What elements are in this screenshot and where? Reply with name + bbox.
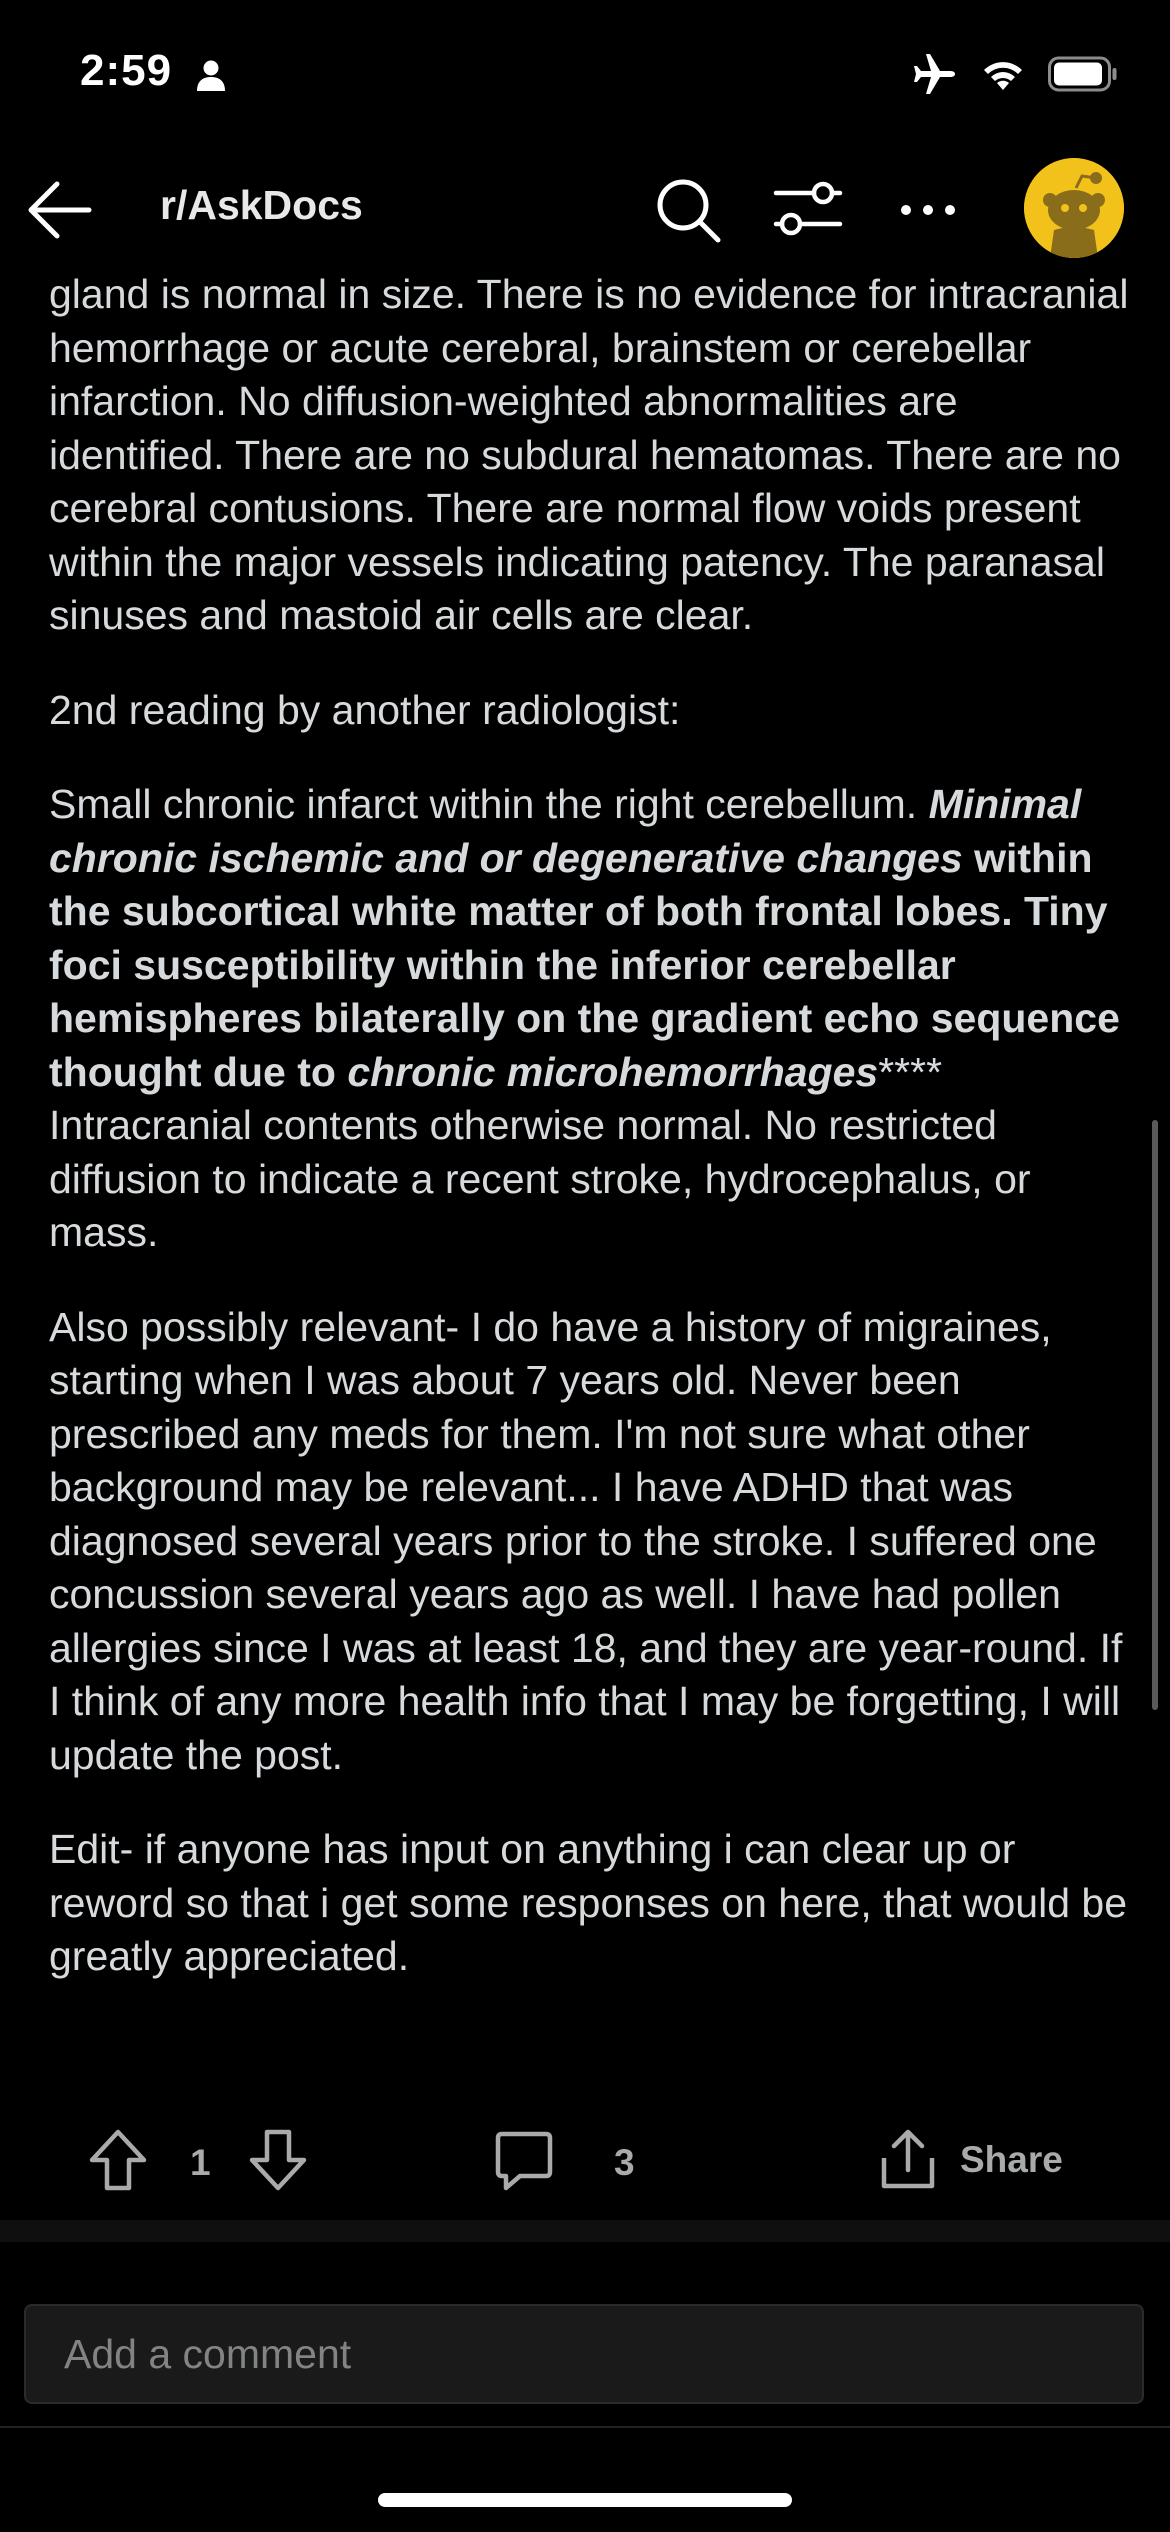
section-divider [0,2220,1170,2242]
more-icon [896,200,960,220]
findings-bold-body: within the subcortical white matter of both frontal lobes. Tiny foci susceptibility within the inferior cerebellar hemispheres bilaterally on the gradient echo sequence thought due to [49,834,1120,1095]
person-icon [194,58,228,92]
upvote-button[interactable] [88,2128,148,2192]
post-paragraph: 2nd reading by another radiologist: [49,686,681,733]
sliders-icon [772,180,844,240]
bottom-divider [0,2426,1170,2428]
findings-rest-text: Intracranial contents otherwise normal. No restricted diffusion to indicate a recent stroke, hydrocephalus, or mass. [49,1102,1031,1255]
findings-italic-text-2: chronic microhemorrhages [347,1048,879,1095]
upvote-arrow-icon [88,2128,148,2192]
comment-bubble-icon [494,2130,554,2192]
status-time: 2:59 [80,46,173,95]
findings-asterisks: **** [878,1048,943,1095]
post-paragraph: Also possibly relevant- I do have a history of migraines, starting when I was about 7 years old. Never been prescribed any meds for them. I'm not sure what other background may be relevant... I have ADHD that was diagnosed several years prior to the stroke. I suffered one concussion several years ago as well. I have had pollen allergies since I was at least 18, and they are year-round. If I think of any more health info that I may be forgetting, I will update the post. [49,1303,1123,1778]
sort-filter-button[interactable] [770,172,846,248]
post-body [49,268,1129,2025]
findings-italic-text: Minimal chronic ischemic and or degenerative changes [49,781,1082,881]
post-paragraph: gland is normal in size. There is no evidence for intracranial hemorrhage or acute cerebral, brainstem or cerebellar infarction. No diffusion-weighted abnormalities are identified. There are no subdural hematomas. There are no cerebral contusions. There are normal flow voids present within the major vessels indicating patency. The paranasal sinuses and mastoid air cells are clear. [49,271,1129,638]
search-icon [652,174,724,246]
share-button[interactable] [878,2128,1063,2192]
more-options-button[interactable] [890,172,966,248]
battery-icon [1048,56,1118,92]
back-arrow-icon [25,175,95,245]
subreddit-name[interactable]: r/AskDocs [160,182,363,228]
comments-button[interactable] [494,2130,554,2192]
downvote-button[interactable] [248,2128,308,2192]
post-paragraph: Edit- if anyone has input on anything i can clear up or reword so that i get some responses on here, that would be greatly appreciated. [49,1826,1128,1979]
findings-lead-text: Small chronic infarct within the right cerebellum. [49,781,918,827]
back-button[interactable] [22,172,98,248]
snoo-avatar-icon [1024,158,1124,258]
comment-input[interactable] [24,2304,1144,2404]
home-indicator[interactable] [378,2493,792,2507]
status-bar [0,0,1170,150]
airplane-icon [912,52,958,96]
share-label: Share [960,2139,1063,2180]
search-button[interactable] [650,172,726,248]
status-icons [912,52,1118,96]
comment-composer [0,2242,1170,2426]
share-icon [878,2128,938,2192]
scrollbar[interactable] [1152,1120,1158,1710]
post-action-bar [0,2120,1170,2210]
post-paragraph-findings [49,778,1129,1260]
wifi-icon [980,56,1026,92]
subreddit-header [0,150,1170,270]
avatar[interactable] [1024,158,1124,258]
findings-bold-text [49,781,1120,1095]
vote-count: 1 [190,2142,211,2183]
comment-count: 3 [614,2142,635,2183]
downvote-arrow-icon [248,2128,308,2192]
